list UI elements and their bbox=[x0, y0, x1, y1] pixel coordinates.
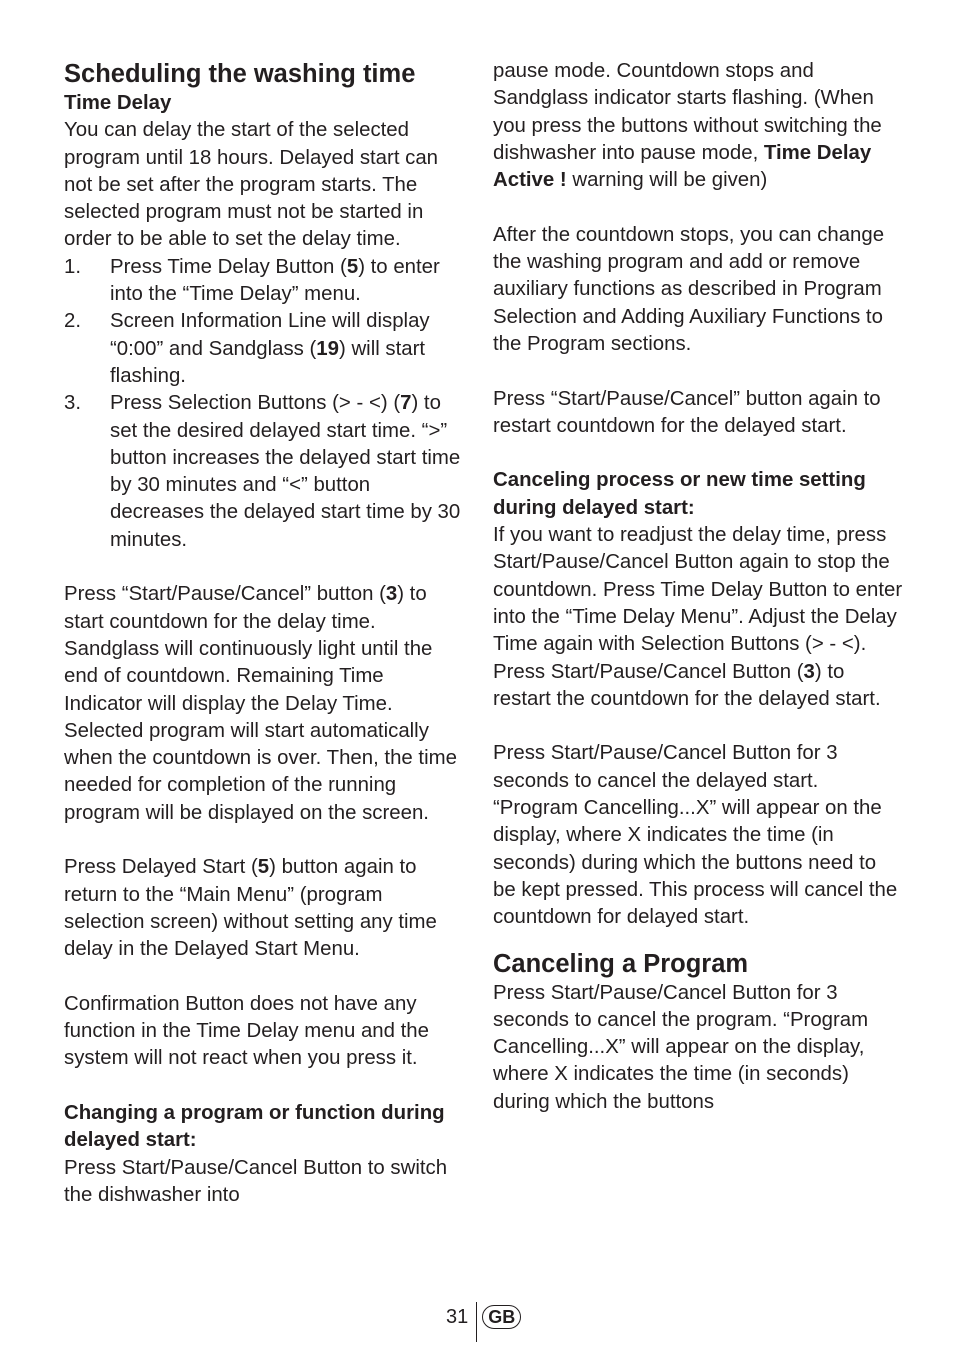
steps-list bbox=[64, 254, 464, 554]
canceling-program-title: Canceling a Program bbox=[493, 949, 749, 978]
pause-mode-paragraph: pause mode. Countdown stops and Sandglass indicator starts flashing. (When you press the buttons without switching the dishwasher into pause mode, Time Delay Active ! warning will be given) bbox=[493, 60, 882, 192]
page-number: 31 bbox=[446, 1306, 469, 1328]
subsection-title: Time Delay bbox=[64, 92, 172, 114]
after-countdown-paragraph: After the countdown stops, you can change the washing program and add or remove auxiliary functions as described in Program Selection and Adding Auxiliary Functions to the Program sections. bbox=[493, 223, 885, 355]
step-item: 2. Screen Information Line will display “0:00” and Sandglass (19) will start flashing. bbox=[64, 310, 430, 387]
footer-divider bbox=[476, 1302, 477, 1342]
step-item: 1. Press Time Delay Button (5) to enter into the “Time Delay” menu. bbox=[64, 255, 440, 306]
language-badge: GB bbox=[482, 1305, 521, 1329]
page-footer bbox=[446, 1302, 521, 1342]
confirmation-paragraph: Confirmation Button does not have any function in the Time Delay menu and the system will not react when you press it. bbox=[64, 992, 429, 1070]
cancel-process-text: If you want to readjust the delay time, press Start/Pause/Cancel Button again to stop the countdown. Press Time Delay Button to enter into the “Time Delay Menu”. Adjust the Delay Time again with Selection Buttons (> - <). Press Start/Pause/Cancel Button (3) to restart the countdown for the delayed start. bbox=[493, 524, 903, 710]
cancel-process-heading: Canceling process or new time setting during delayed start: bbox=[493, 469, 866, 519]
return-main-menu-paragraph: Press Delayed Start (5) button again to return to the “Main Menu” (program selection screen) without setting any time delay in the Delayed Start Menu. bbox=[64, 856, 437, 961]
changing-program-heading: Changing a program or function during delayed start: bbox=[64, 1101, 445, 1152]
right-column bbox=[493, 58, 903, 1116]
left-column bbox=[64, 58, 464, 1209]
changing-program-text: Press Start/Pause/Cancel Button to switch the dishwasher into bbox=[64, 1156, 448, 1206]
section-title: Scheduling the washing time bbox=[64, 60, 416, 88]
step-item: 3. Press Selection Buttons (> - <) (7) to set the desired delayed start time. “>” button increases the delayed start time by 30 minutes and “<” button decreases the delayed start time by 30 minutes. bbox=[64, 392, 461, 551]
intro-paragraph: You can delay the start of the selected program until 18 hours. Delayed start can not be set after the program starts. The selected program must not be started in order to be able to set the delay time. bbox=[64, 119, 439, 251]
cancel-hold-paragraph: Press Start/Pause/Cancel Button for 3 seconds to cancel the delayed start. “Program Cancelling...X” will appear on the display, where X indicates the time (in seconds) during which the buttons need to be kept pressed. This process will cancel the countdown for delayed start. bbox=[493, 742, 898, 929]
canceling-program-text: Press Start/Pause/Cancel Button for 3 seconds to cancel the program. “Program Cancelling...X” will appear on the display, where X indicates the time (in seconds) during which the buttons bbox=[493, 981, 869, 1113]
restart-countdown-paragraph: Press “Start/Pause/Cancel” button again to restart countdown for the delayed start. bbox=[493, 387, 881, 437]
start-countdown-paragraph: Press “Start/Pause/Cancel” button (3) to start countdown for the delay time. Sandglass will continuously light until the end of countdown. Remaining Time Indicator will display the Delay Time. Selected program will start automatically when the countdown is over. Then, the time needed for completion of the running program will be displayed on the screen. bbox=[64, 583, 457, 824]
